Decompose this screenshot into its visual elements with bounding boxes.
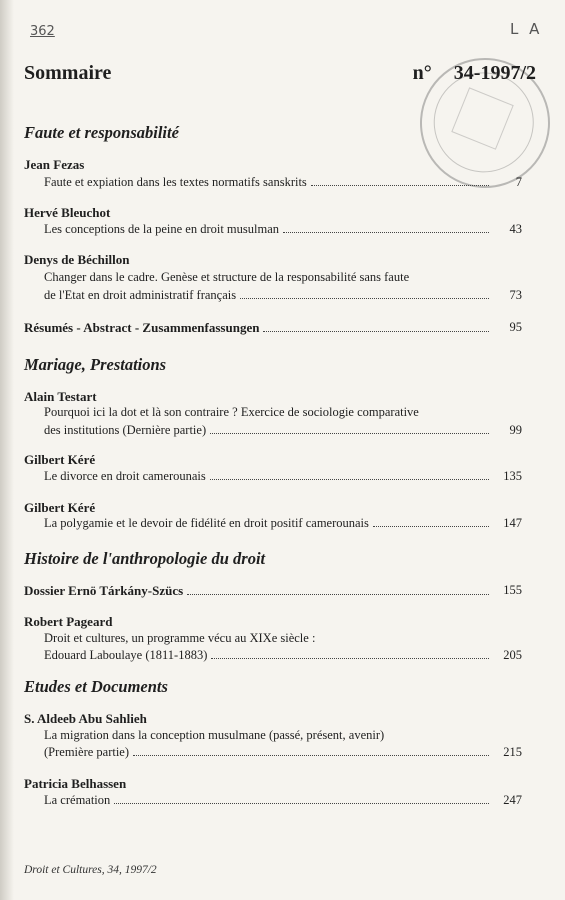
entry-author: Patricia Belhassen xyxy=(24,776,127,791)
entry-page: 155 xyxy=(503,583,522,597)
handwritten-mark: L A xyxy=(510,20,543,38)
entry-page: 95 xyxy=(509,320,522,334)
entry-page: 147 xyxy=(503,516,522,530)
entry-title-line: Dossier Ernö Tárkány-Szücs xyxy=(24,583,492,599)
entry-title-line: Droit et cultures, un programme vécu au XIXe siècle : xyxy=(44,631,316,645)
entry-page: 99 xyxy=(509,423,522,437)
entry-page: 247 xyxy=(503,793,522,807)
entry-title-line: Faute et expiation dans les textes normatifs sanskrits xyxy=(44,175,492,190)
leader-dots xyxy=(211,658,489,659)
entry-title-line: (Première partie) xyxy=(44,745,492,760)
entry-author: S. Aldeeb Abu Sahlieh xyxy=(24,711,147,726)
entry-title-line: La polygamie et le devoir de fidélité en droit positif camerounais xyxy=(44,516,492,531)
page-binding-shadow xyxy=(0,0,14,900)
leader-dots xyxy=(133,755,489,756)
issue-label xyxy=(413,62,536,85)
entry-title-line: Résumés - Abstract - Zusammenfassungen xyxy=(24,320,492,336)
entry-author: Robert Pageard xyxy=(24,614,113,629)
entry-author: Hervé Bleuchot xyxy=(24,205,111,220)
entry-page: 135 xyxy=(503,469,522,483)
entry-title-line: Edouard Laboulaye (1811-1883) xyxy=(44,648,492,663)
issue-prefix: n° xyxy=(412,62,432,84)
entry-title-line: des institutions (Dernière partie) xyxy=(44,423,492,438)
entry-page: 73 xyxy=(509,288,522,302)
entry-title-line: Les conceptions de la peine en droit musulman xyxy=(44,222,492,237)
leader-dots xyxy=(263,331,489,332)
leader-dots xyxy=(283,232,489,233)
entry-author: Jean Fezas xyxy=(24,157,85,172)
entry-page: 215 xyxy=(503,745,522,759)
section-heading: Mariage, Prestations xyxy=(24,355,167,374)
leader-dots xyxy=(187,594,489,595)
leader-dots xyxy=(240,298,489,299)
page-footer: Droit et Cultures, 34, 1997/2 xyxy=(24,864,157,876)
header-row xyxy=(24,62,536,88)
entry-page: 205 xyxy=(503,648,522,662)
entry-title-line: de l'Etat en droit administratif français xyxy=(44,288,492,303)
leader-dots xyxy=(210,479,489,480)
entry-author: Alain Testart xyxy=(24,389,97,404)
entry-author: Gilbert Kéré xyxy=(24,452,96,467)
entry-author: Denys de Béchillon xyxy=(24,252,130,267)
section-heading: Etudes et Documents xyxy=(24,677,168,696)
entry-title-line: La crémation xyxy=(44,793,492,808)
entry-title-line: Le divorce en droit camerounais xyxy=(44,469,492,484)
entry-title-line: Changer dans le cadre. Genèse et structure de la responsabilité sans faute xyxy=(44,270,410,284)
entry-author: Gilbert Kéré xyxy=(24,500,96,515)
issue-number: 34-1997/2 xyxy=(453,62,536,84)
entry-title-line: La migration dans la conception musulmane (passé, présent, avenir) xyxy=(44,728,385,742)
entry-page: 7 xyxy=(515,175,522,189)
section-heading: Histoire de l'anthropologie du droit xyxy=(24,549,266,568)
leader-dots xyxy=(114,803,489,804)
page-title: Sommaire xyxy=(24,62,112,84)
entry-title-line: Pourquoi ici la dot et là son contraire ? Exercice de sociologie comparative xyxy=(44,405,419,419)
leader-dots xyxy=(373,526,489,527)
entry-page: 43 xyxy=(509,222,522,236)
leader-dots xyxy=(210,433,489,434)
section-heading: Faute et responsabilité xyxy=(24,123,179,142)
leader-dots xyxy=(311,185,489,186)
handwritten-note: 362 xyxy=(30,24,55,39)
